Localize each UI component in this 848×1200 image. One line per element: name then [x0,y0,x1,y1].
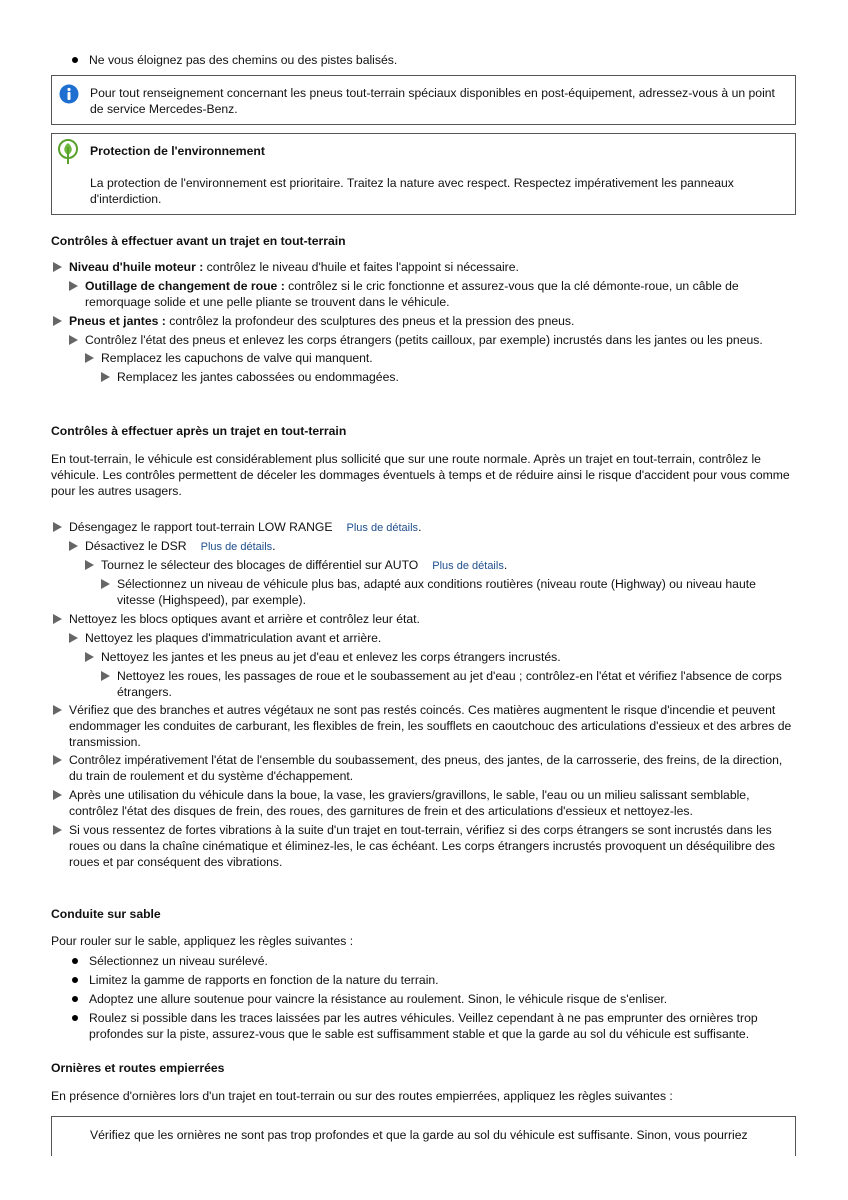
arrow-icon [101,372,110,382]
arrow-icon [53,316,62,326]
arrow-icon [53,705,62,715]
arrow-icon [53,262,62,272]
arrow-icon [101,579,110,589]
section-heading-before: Contrôles à effectuer avant un trajet en tout-terrain [51,234,346,248]
ruts-intro: En présence d'ornières lors d'un trajet en tout-terrain ou sur des routes empierrées, appliquez les règles suivantes : [51,1089,673,1103]
environment-text: La protection de l'environnement est prioritaire. Traitez la nature avec respect. Respectez impérativement les panneaux d'interdiction. [90,176,734,206]
arrow-icon [69,335,78,345]
bullet-icon [72,958,78,964]
details-link[interactable]: Plus de détails [432,560,504,572]
info-box [51,75,796,125]
arrow-icon [53,614,62,624]
arrow-icon [53,755,62,765]
section-heading-after: Contrôles à effectuer après un trajet en tout-terrain [51,424,347,438]
arrow-icon [53,825,62,835]
after-intro: En tout-terrain, le véhicule est considérablement plus sollicité que sur une route normale. Après un trajet en tout-terrain, contrôlez le véhicule. Les contrôles permettent de déceler les dommages éventuels à temps et de réduire ainsi le risque d'accident pour vous comme pour les autres usagers. [51,452,790,498]
bullet-icon [72,57,78,63]
arrow-icon [101,671,110,681]
bullet-icon [72,977,78,983]
arrow-icon [85,353,94,363]
arrow-icon [85,652,94,662]
arrow-icon [53,790,62,800]
environment-box [51,133,796,215]
section-heading-sand: Conduite sur sable [51,907,161,921]
details-link[interactable]: Plus de détails [200,541,273,553]
details-link[interactable]: Plus de détails [346,522,419,534]
info-icon [59,84,79,104]
arrow-icon [53,522,62,532]
info-text: Pour tout renseignement concernant les pneus tout-terrain spéciaux disponibles en post-équipement, adressez-vous à un point de service Mercedes-Benz. [90,86,775,116]
environment-title: Protection de l'environnement [90,144,265,158]
ruts-box-text: Vérifiez que les ornières ne sont pas trop profondes et que la garde au sol du véhicule est suffisante. Sinon, vous pourriez [90,1128,748,1142]
bullet-icon [72,996,78,1002]
arrow-icon [69,281,78,291]
arrow-icon [85,560,94,570]
section-heading-ruts: Ornières et routes empierrées [51,1061,225,1075]
bullet-icon [72,1015,78,1021]
ruts-box [51,1116,796,1156]
leaf-icon [57,139,79,165]
arrow-icon [69,541,78,551]
sand-intro: Pour rouler sur le sable, appliquez les règles suivantes : [51,934,354,948]
arrow-icon [69,633,78,643]
